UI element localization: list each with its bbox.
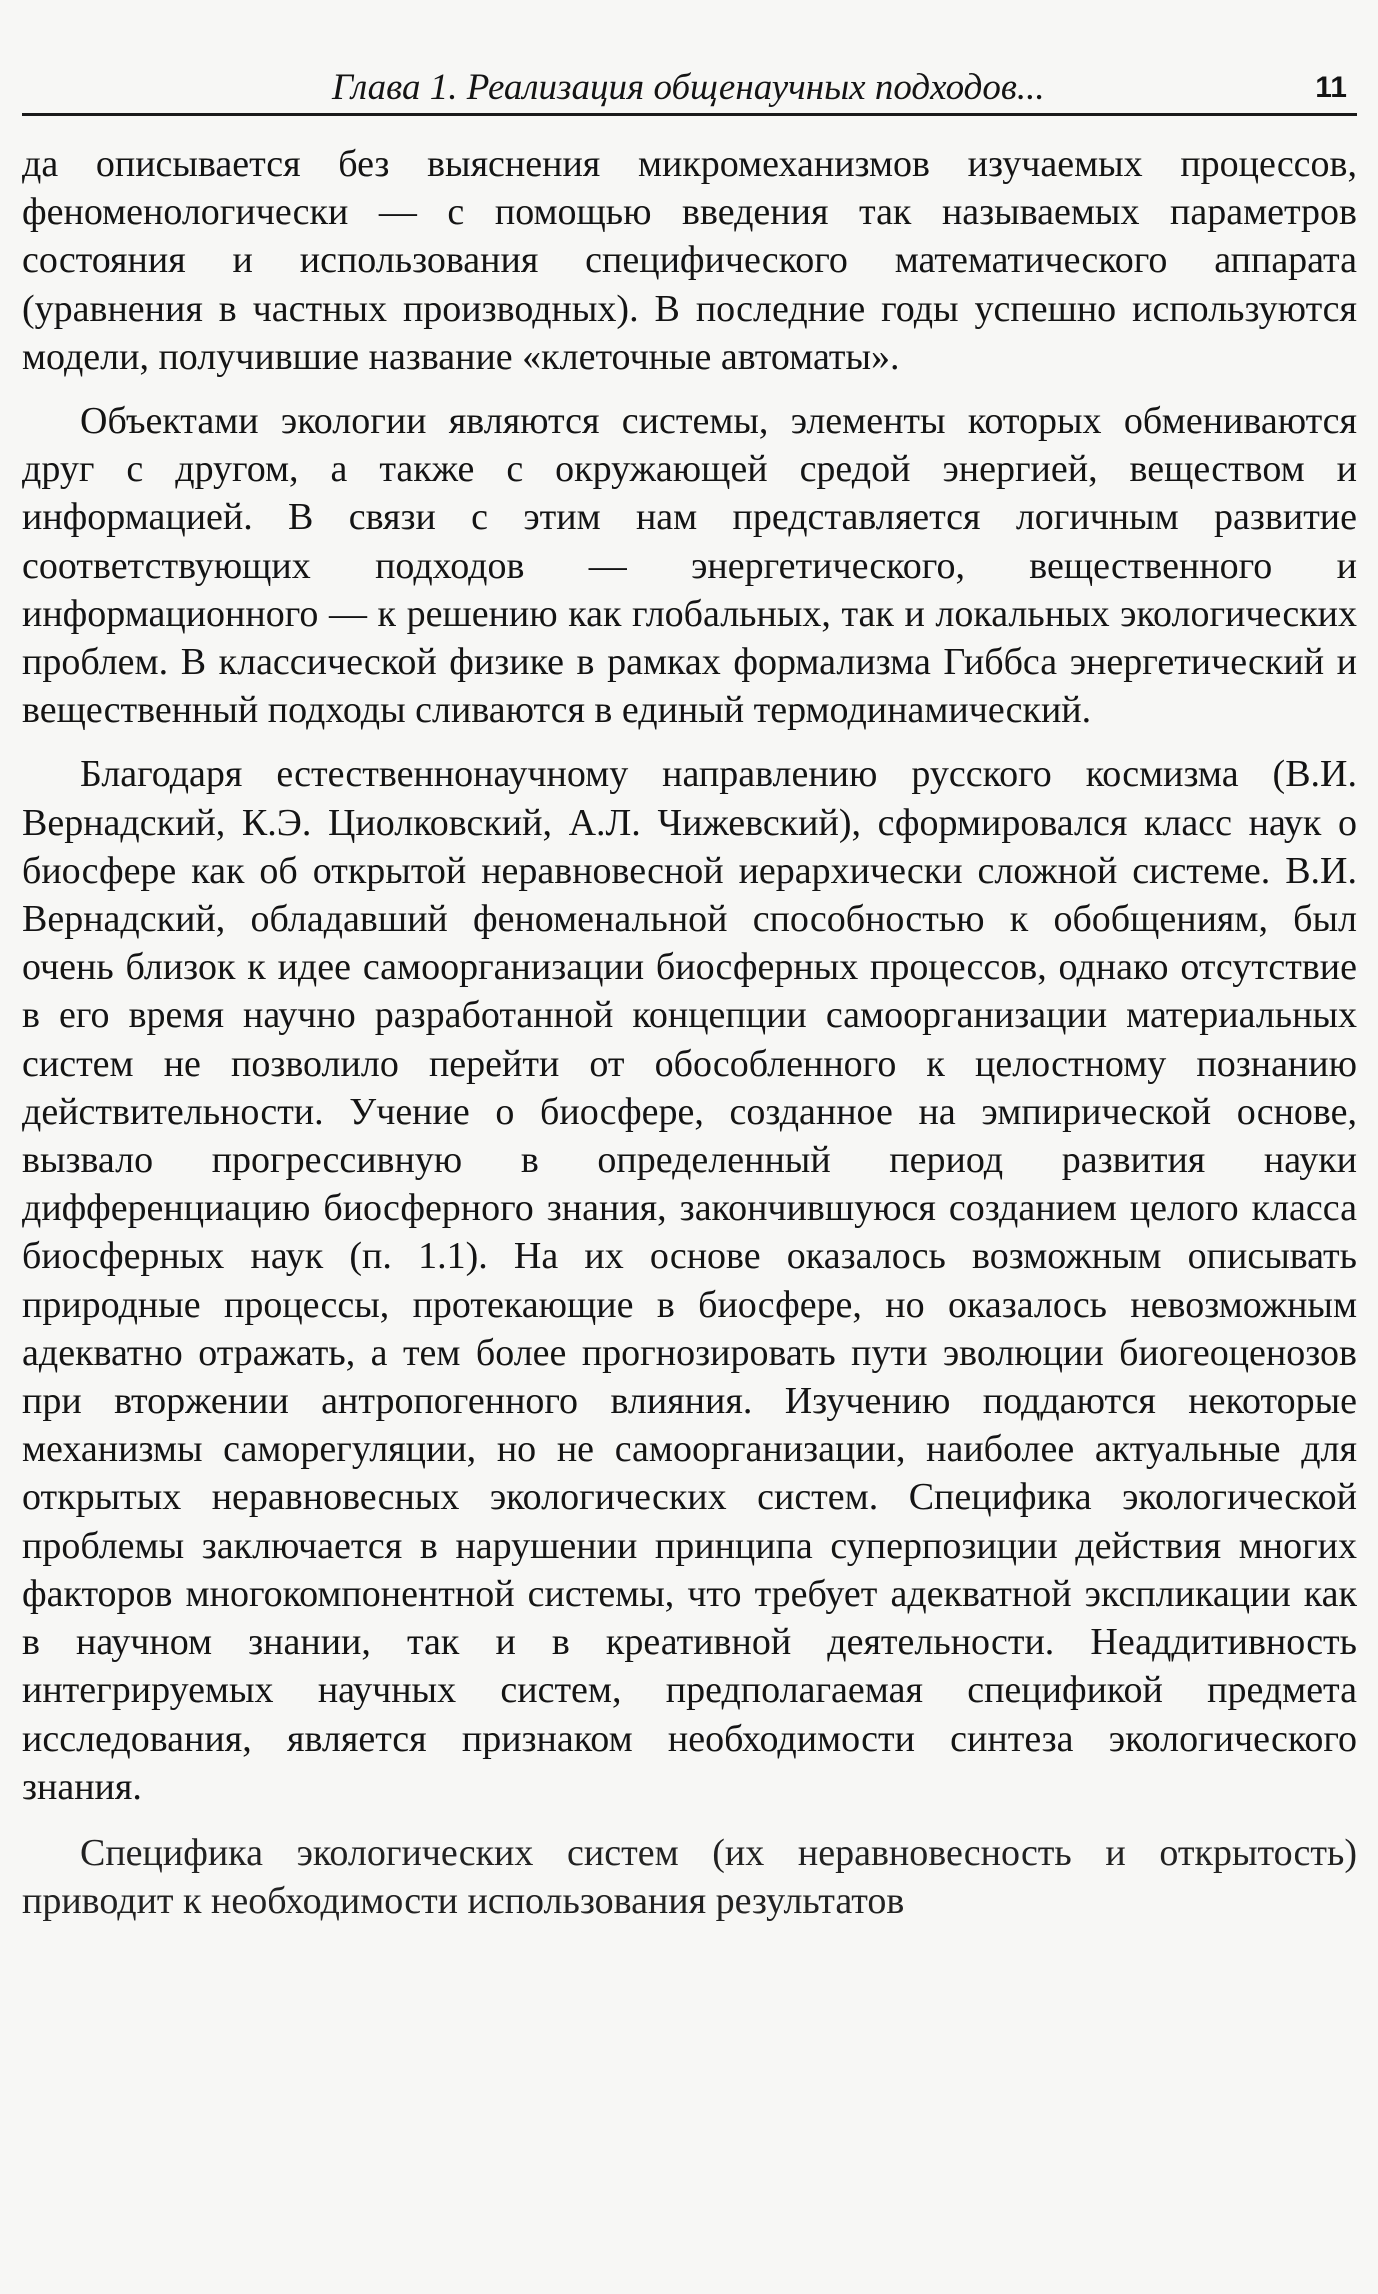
page-number: 11 <box>1315 71 1347 104</box>
body-text <box>22 140 1357 2290</box>
paragraph-continuation: да описывается без выяснения микромеханизмов изучаемых процессов, феноменологически — с помощью введения так называемых параметров состояния и использования специфического математического аппарата (уравнения в частных производных). В последние годы успешно используются модели, получившие название «клеточные автоматы». <box>22 143 1357 378</box>
paragraph-ecology-objects: Объектами экологии являются системы, элементы которых обмениваются друг с другом, а также с окружающей средой энергией, веществом и информацией. В связи с этим нам представляется логичным развитие соответствующих подходов — энергетического, вещественного и информационного — к решению как глобальных, так и локальных экологических проблем. В классической физике в рамках формализма Гиббса энергетический и вещественный подходы сливаются в единый термодинамический. <box>22 400 1357 732</box>
paragraph-ecosystem-specifics: Специфика экологических систем (их неравновесность и открытость) приводит к необходимости использования результатов <box>22 1831 1357 1923</box>
paragraph-cosmism: Благодаря естественнонаучному направлению русского космизма (В.И. Вернадский, К.Э. Циолковский, А.Л. Чижевский), сформировался класс наук о биосфере как об открытой неравновесной иерархически сложной системе. В.И. Вернадский, обладавший феноменальной способностью к обобщениям, был очень близок к идее самоорганизации биосферных процессов, однако отсутствие в его время научно разработанной концепции самоорганизации материальных систем не позволило перейти от обособленного к целостному познанию действительности. Учение о биосфере, созданное на эмпирической основе, вызвало прогрессивную в определенный период развития науки дифференциацию биосферного знания, закончившуюся созданием целого класса биосферных наук (п. 1.1). На их основе оказалось возможным описывать природные процессы, протекающие в биосфере, но оказалось невозможным адекватно отражать, а тем более прогнозировать пути эволюции биогеоценозов при вторжении антропогенного влияния. Изучению поддаются некоторые механизмы саморегуляции, но не самоорганизации, наиболее актуальные для открытых неравновесных экологических систем. Специфика экологической проблемы заключается в нарушении принципа суперпозиции действия многих факторов многокомпонентной системы, что требует адекватной экспликации как в научном знании, так и в креативной деятельности. Неаддитивность интегрируемых научных систем, предполагаемая спецификой предмета исследования, является признаком необходимости синтеза экологического знания. <box>22 753 1357 1808</box>
page-header <box>22 66 1357 116</box>
running-title: Глава 1. Реализация общенаучных подходов... <box>332 67 1045 108</box>
